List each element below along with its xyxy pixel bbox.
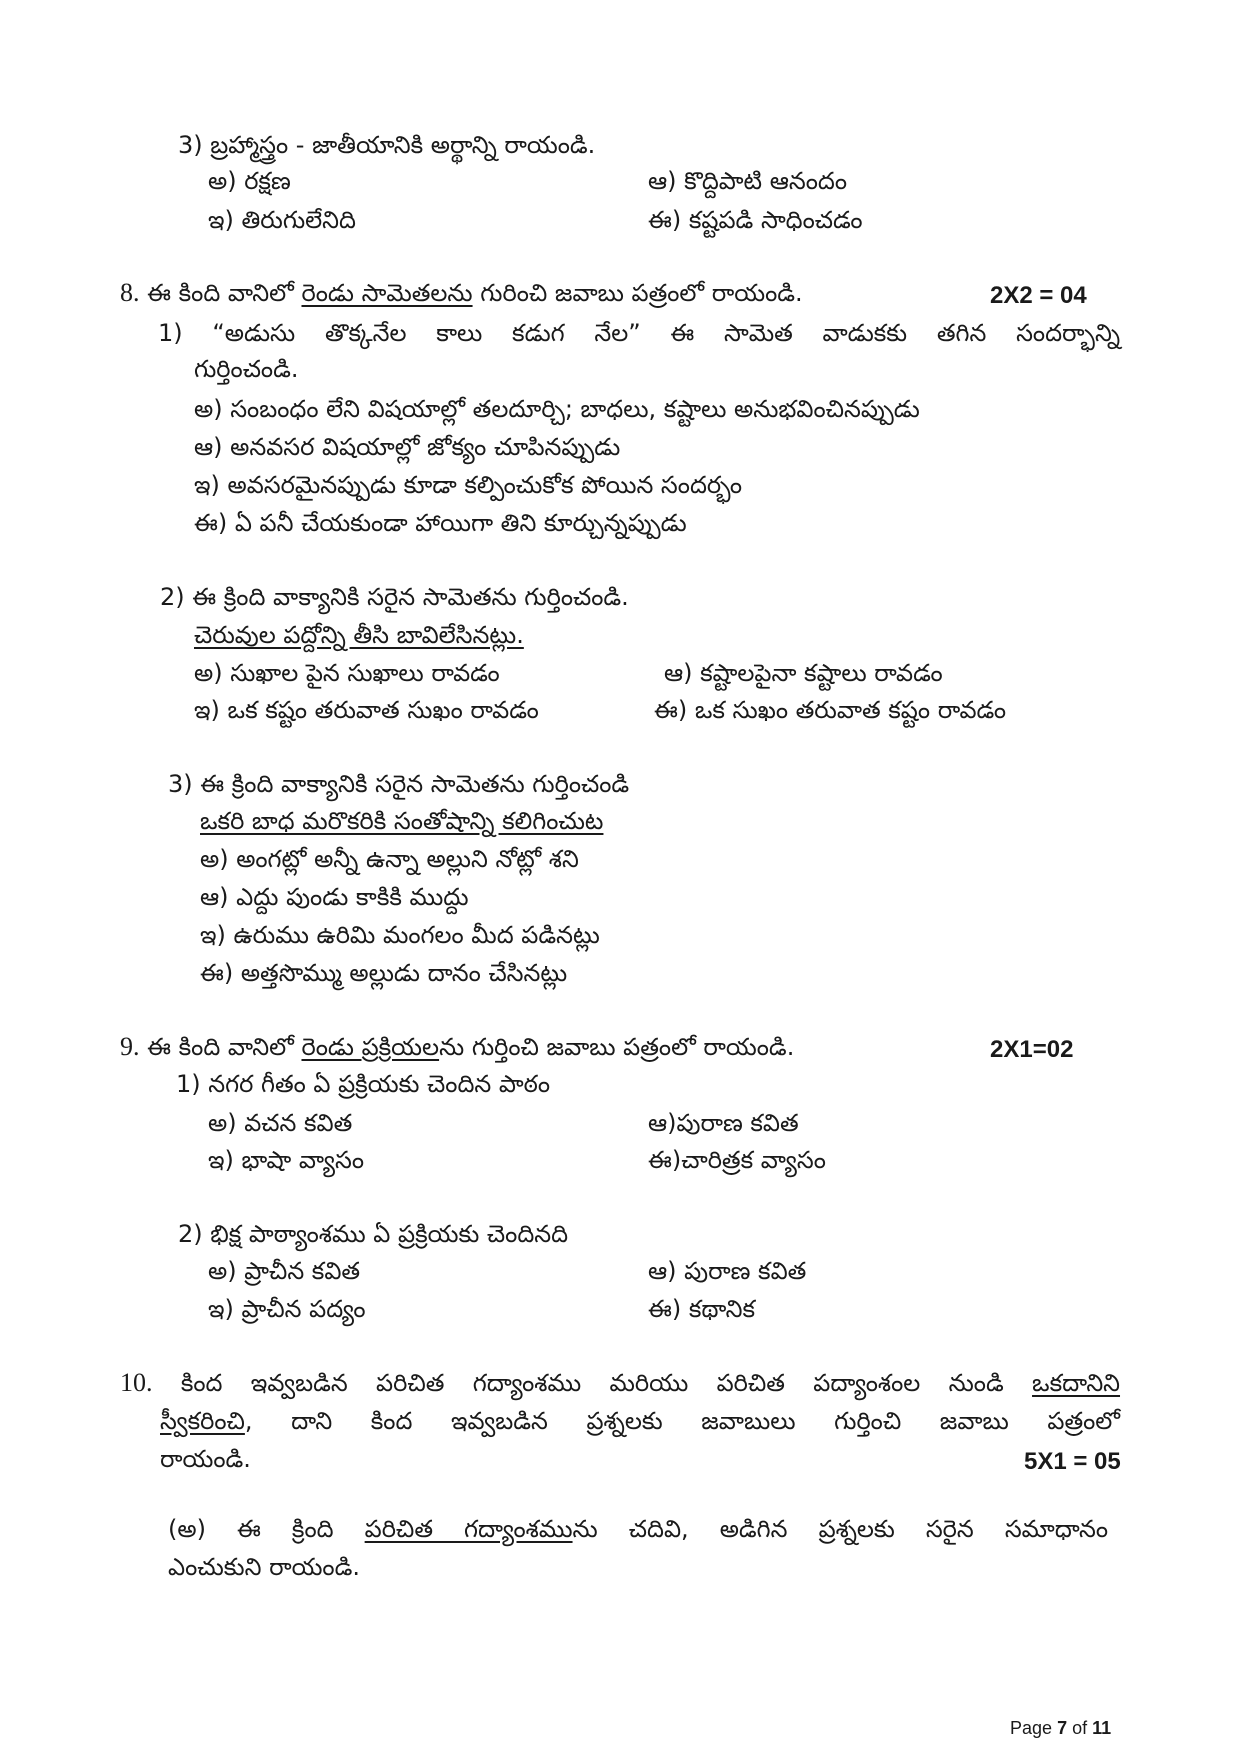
q7-sub3-option-a: అ) రక్షణ xyxy=(208,167,291,195)
q8-sub3-option-i: ఇ) ఉరుము ఉరిమి మంగలం మీద పడినట్లు xyxy=(200,921,600,949)
q8-sub1-option-aa: ఆ) అనవసర విషయాల్లో జోక్యం చూపినప్పుడు xyxy=(194,433,621,461)
q10-line2-underlined: స్వీకరించి xyxy=(160,1407,245,1435)
q8-sub1-option-a: అ) సంబంధం లేని విషయాల్లో తలదూర్చి; బాధలు, కష్టాలు అనుభవించినప్పుడు xyxy=(194,395,920,423)
q9-sub1-option-a: అ) వచన కవిత xyxy=(208,1109,353,1137)
q7-sub3-question: 3) బ్రహ్మాస్త్రం - జాతీయానికి అర్థాన్ని రాయండి. xyxy=(178,131,596,159)
q8-text-after: గురించి జవాబు పత్రంలో రాయండి. xyxy=(472,279,803,307)
q8-sub3-option-aa: ఆ) ఎద్దు పుండు కాకికి ముద్దు xyxy=(200,883,469,911)
footer-total-pages: 11 xyxy=(1092,1718,1112,1738)
q9-sub2-option-i: ఇ) ప్రాచీన పద్యం xyxy=(208,1295,366,1323)
q10-line2 xyxy=(160,1404,1120,1438)
q8-text-before: ఈ కింది వానిలో xyxy=(147,279,302,307)
q9-text-after: ను గుర్తించి జవాబు పత్రంలో రాయండి. xyxy=(439,1033,795,1061)
q10-number: 10. xyxy=(120,1368,153,1397)
q10-line1-text: కింద ఇవ్వబడిన పరిచిత గద్యాంశము మరియు పరిచిత పద్యాంశంల నుండి xyxy=(180,1369,1033,1397)
q7-sub3-option-aa: ఆ) కొద్దిపాటి ఆనందం xyxy=(648,167,847,195)
footer-of-word: of xyxy=(1072,1718,1088,1738)
q8-heading xyxy=(120,276,803,310)
footer-current-page: 7 xyxy=(1057,1718,1068,1738)
q9-sub2-question: 2) భిక్ష పాఠ్యాంశము ఏ ప్రక్రియకు చెందినది xyxy=(178,1220,569,1248)
q8-sub1-line1: 1) “అడుసు తొక్కనేల కాలు కడుగ నేల” ఈ సామెత వాడుకకు తగిన సందర్భాన్ని xyxy=(158,319,1120,347)
q10-sub-a-text-before: (అ) ఈ క్రింది xyxy=(168,1515,365,1543)
q9-text-underlined: రెండు ప్రక్రియల xyxy=(301,1033,440,1061)
q8-sub2-option-ee: ఈ) ఒక సుఖం తరువాత కష్టం రావడం xyxy=(654,696,1007,724)
q9-sub1-option-ee: ఈ)చారిత్రక వ్యాసం xyxy=(648,1146,826,1174)
q9-sub1-option-aa: ఆ)పురాణ కవిత xyxy=(648,1109,799,1137)
q10-sub-a-line1 xyxy=(168,1512,1108,1546)
q9-text-before: ఈ కింది వానిలో xyxy=(147,1033,302,1061)
q9-heading xyxy=(120,1030,794,1064)
q8-text-underlined: రెండు సామెతలను xyxy=(301,279,473,307)
q8-sub2-sentence xyxy=(194,618,524,652)
q8-sub1-option-ee: ఈ) ఏ పనీ చేయకుండా హాయిగా తిని కూర్చున్నప్పుడు xyxy=(194,509,687,537)
q10-line3: రాయండి. xyxy=(160,1445,251,1473)
footer-page-word: Page xyxy=(1010,1718,1053,1738)
q10-sub-a-underlined: పరిచిత గద్యాంశము xyxy=(364,1515,573,1543)
q9-marks: 2X1=02 xyxy=(990,1036,1074,1063)
q10-line1-underlined: ఒకదానిని xyxy=(1032,1369,1121,1397)
q8-sub2-option-i: ఇ) ఒక కష్టం తరువాత సుఖం రావడం xyxy=(194,696,539,724)
q10-sub-a-line2: ఎంచుకుని రాయండి. xyxy=(168,1553,360,1581)
q7-sub3-option-i: ఇ) తిరుగులేనిది xyxy=(208,206,356,234)
q8-sub1-line2: గుర్తించండి. xyxy=(194,355,299,383)
q8-sub3-option-ee: ఈ) అత్తసొమ్ము అల్లుడు దానం చేసినట్లు xyxy=(200,959,568,987)
q10-marks: 5X1 = 05 xyxy=(1024,1448,1121,1475)
q10-sub-a-text-after: ను చదివి, అడిగిన ప్రశ్నలకు సరైన సమాధానం xyxy=(572,1515,1108,1543)
q8-sub3-option-a: అ) అంగట్లో అన్నీ ఉన్నా అల్లుని నోట్లో శని xyxy=(200,845,579,873)
q8-sub2-option-a: అ) సుఖాల పైన సుఖాలు రావడం xyxy=(194,659,500,687)
q10-line2-text: , దాని కింద ఇవ్వబడిన ప్రశ్నలకు జవాబులు గుర్తించి జవాబు పత్రంలో xyxy=(244,1407,1120,1435)
q7-sub3-option-ee: ఈ) కష్టపడి సాధించడం xyxy=(648,206,863,234)
q9-number: 9. xyxy=(120,1032,140,1061)
q8-sub1-option-i: ఇ) అవసరమైనప్పుడు కూడా కల్పించుకోక పోయిన సందర్భం xyxy=(194,471,743,499)
q8-sub2-question: 2) ఈ క్రింది వాక్యానికి సరైన సామెతను గుర్తించండి. xyxy=(160,583,629,611)
q8-sub2-option-aa: ఆ) కష్టాలపైనా కష్టాలు రావడం xyxy=(664,659,943,687)
q8-sub2-sentence-text: చెరువుల పద్దోన్ని తీసి బావిలేసినట్లు. xyxy=(194,621,524,649)
page-footer xyxy=(1010,1718,1111,1739)
q9-sub2-option-ee: ఈ) కథానిక xyxy=(648,1295,755,1323)
q8-sub3-sentence xyxy=(200,804,603,838)
q8-sub3-sentence-text: ఒకరి బాధ మరొకరికి సంతోషాన్ని కలిగించుట xyxy=(200,807,604,835)
q8-sub3-question: 3) ఈ క్రింది వాక్యానికి సరైన సామెతను గుర్తించండి xyxy=(168,770,630,798)
q8-number: 8. xyxy=(120,278,140,307)
q8-marks: 2X2 = 04 xyxy=(990,282,1087,309)
q9-sub1-option-i: ఇ) భాషా వ్యాసం xyxy=(208,1146,365,1174)
q9-sub2-option-aa: ఆ) పురాణ కవిత xyxy=(648,1257,807,1285)
q9-sub2-option-a: అ) ప్రాచీన కవిత xyxy=(208,1257,361,1285)
q10-line1 xyxy=(120,1366,1120,1400)
q9-sub1-question: 1) నగర గీతం ఏ ప్రక్రియకు చెందిన పాఠం xyxy=(176,1070,551,1098)
